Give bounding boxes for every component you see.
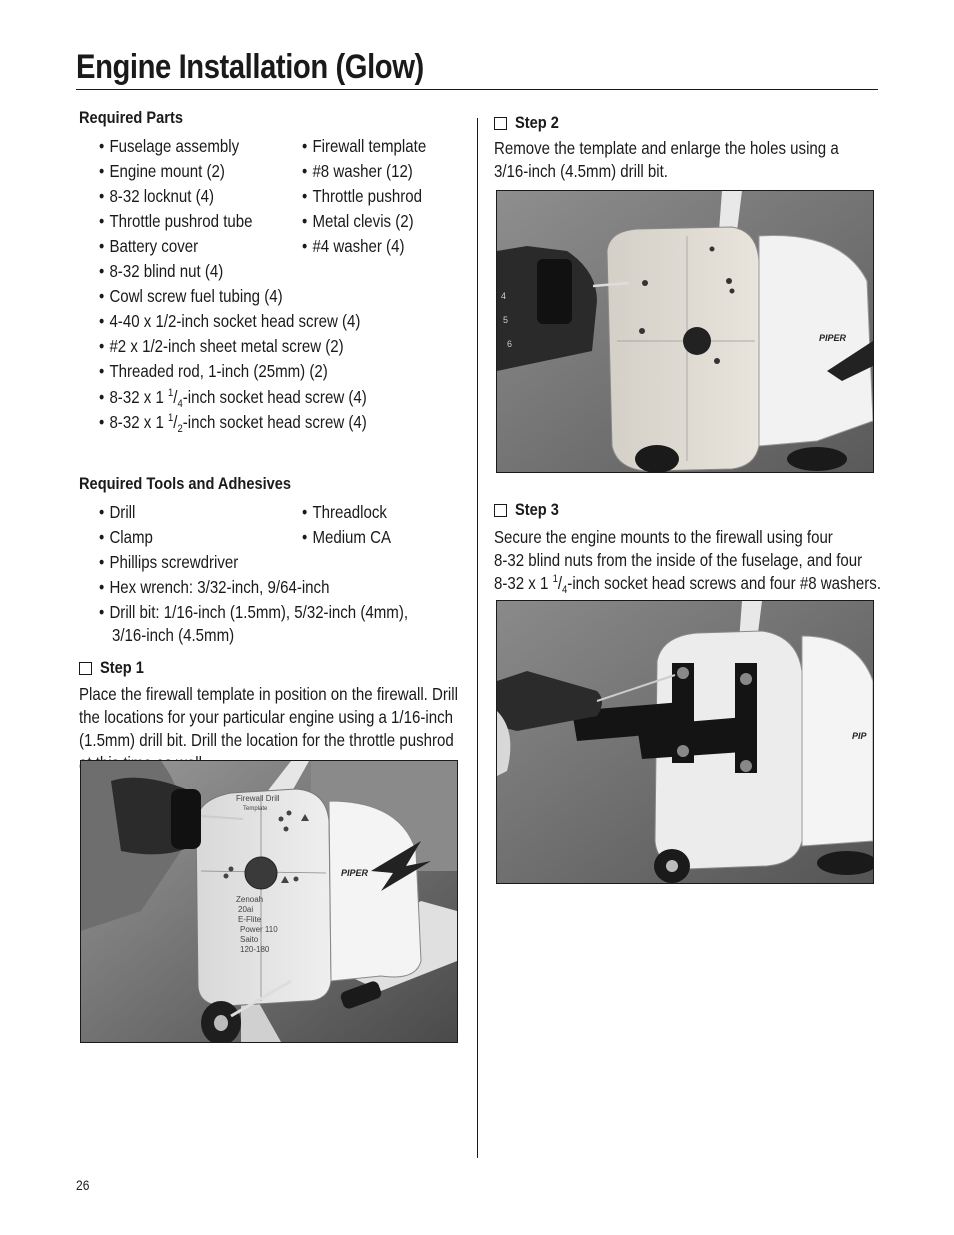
required-tools-heading: Required Tools and Adhesives xyxy=(79,474,292,493)
step2-text: Remove the template and enlarge the holes using a 3/16-inch (4.5mm) drill bit. xyxy=(494,138,839,181)
piper-logo: PIPER xyxy=(819,333,847,343)
drill-mark: 4 xyxy=(501,291,507,301)
drill-mark: 6 xyxy=(507,339,513,349)
list-item-continuation: 3/16-inch (4.5mm) xyxy=(112,625,235,645)
required-tools-list xyxy=(79,500,464,645)
list-item: • Threadlock xyxy=(302,502,387,522)
step1-checkbox[interactable] xyxy=(79,662,92,675)
list-item: • Medium CA xyxy=(302,527,392,547)
legend-label: 120-180 xyxy=(240,945,270,954)
piper-logo: PIPER xyxy=(341,868,369,878)
list-item: • Metal clevis (2) xyxy=(302,211,414,231)
list-item: • #2 x 1/2-inch sheet metal screw (2) xyxy=(99,336,344,356)
step1-heading: Step 1 xyxy=(79,656,464,680)
list-item: • Hex wrench: 3/32-inch, 9/64-inch xyxy=(99,577,330,597)
list-item: • #8 washer (12) xyxy=(302,161,413,181)
list-item: • 8-32 x 1 $^1/_2$-inch socket head screw (4) xyxy=(99,412,367,435)
step3-text: Secure the engine mounts to the firewall using four 8-32 blind nuts from the inside of the fuselage, and four 8-32 x 1 $^1/_4$-inch socket head screws and four #8 washers. xyxy=(494,527,881,596)
step2-checkbox[interactable] xyxy=(494,117,507,130)
list-item: • Drill bit: 1/16-inch (1.5mm), 5/32-inch (4mm), xyxy=(99,602,409,622)
step1-text: Place the firewall template in position on the firewall. Drill the locations for your particular engine using a 1/16-inch (1.5mm) drill bit. Drill the location for the throttle pushrod xyxy=(79,684,458,750)
step3-checkbox[interactable] xyxy=(494,504,507,517)
title-rule xyxy=(76,89,878,90)
legend-label: Saito xyxy=(240,935,259,944)
piper-logo: PIP xyxy=(852,731,867,741)
list-item: • Engine mount (2) xyxy=(99,161,225,181)
list-item: • Clamp xyxy=(99,527,153,547)
list-item: • Throttle pushrod xyxy=(302,186,423,206)
page-title: Engine Installation (Glow) xyxy=(76,48,424,86)
drill-mark: 5 xyxy=(503,315,509,325)
list-item: • Cowl screw fuel tubing (4) xyxy=(99,286,283,306)
legend-label: 20ai xyxy=(238,905,254,914)
step1-photo xyxy=(80,760,458,1043)
list-item: • Firewall template xyxy=(302,136,427,156)
step3-heading: Step 3 xyxy=(494,498,566,522)
step2-heading: Step 2 xyxy=(494,111,880,135)
list-item: • 8-32 x 1 $^1/_4$-inch socket head screw (4) xyxy=(99,387,367,410)
template-sub-label: Template xyxy=(243,806,268,812)
list-item: • 4-40 x 1/2-inch socket head screw (4) xyxy=(99,311,361,331)
legend-label: Power 110 xyxy=(240,925,278,934)
column-divider xyxy=(477,118,478,1158)
list-item: • 8-32 blind nut (4) xyxy=(99,261,224,281)
required-parts-list xyxy=(79,134,464,444)
step3-photo xyxy=(496,600,874,884)
list-item: • #4 washer (4) xyxy=(302,236,405,256)
left-column xyxy=(79,106,464,775)
list-item: • Battery cover xyxy=(99,236,199,256)
list-item: • Throttle pushrod tube xyxy=(99,211,253,231)
legend-label: Zenoah xyxy=(236,895,264,904)
list-item: • Fuselage assembly xyxy=(99,136,240,156)
legend-label: E-Flite xyxy=(238,915,262,924)
list-item: • Phillips screwdriver xyxy=(99,552,239,572)
list-item: • Drill xyxy=(99,502,136,522)
list-item: • 8-32 locknut (4) xyxy=(99,186,215,206)
required-parts-heading: Required Parts xyxy=(79,108,184,127)
list-item: • Threaded rod, 1-inch (25mm) (2) xyxy=(99,361,328,381)
step2-photo xyxy=(496,190,874,473)
template-title-label: Firewall Drill xyxy=(236,794,280,803)
page-number: 26 xyxy=(76,1177,90,1193)
